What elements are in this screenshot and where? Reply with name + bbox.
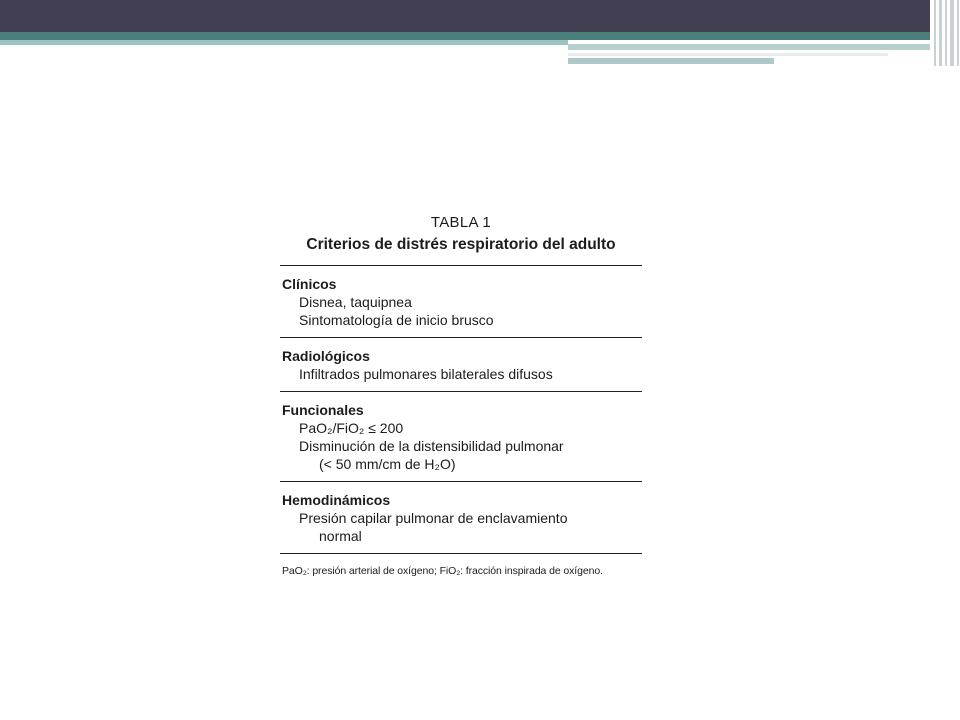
accent-stripe [0,32,930,40]
table-footnote: PaO₂: presión arterial de oxígeno; FiO₂: fracción inspirada de oxígeno. [282,565,603,577]
accent-line-right-short [568,58,774,64]
section-hemodinamicos [280,482,642,553]
accent-stripe-light [0,40,568,45]
criterion-item: Disminución de la distensibilidad pulmonar [299,438,564,454]
table-label: TABLA 1 [430,214,492,231]
criterion-item: Infiltrados pulmonares bilaterales difusos [299,366,553,382]
corner-decoration [930,0,960,66]
criterion-item: PaO₂/FiO₂ ≤ 200 [299,420,404,436]
section-radiologicos [280,338,642,391]
table-title: Criterios de distrés respiratorio del adulto [306,236,616,253]
section-heading: Clínicos [282,276,337,292]
criterion-item: Presión capilar pulmonar de enclavamiento [299,510,568,526]
accent-line-right [568,44,930,50]
criteria-table [280,213,642,578]
table-rule [280,553,642,554]
criterion-item: Disnea, taquipnea [299,294,412,310]
section-heading: Radiológicos [282,348,370,364]
criterion-item: (< 50 mm/cm de H₂O) [319,456,456,472]
section-heading: Hemodinámicos [282,492,391,508]
header-bar [0,0,930,32]
accent-line-right-thin [568,53,888,56]
criterion-item: normal [319,528,362,544]
section-funcionales [280,392,642,481]
section-clinicos [280,266,642,337]
section-heading: Funcionales [282,402,364,418]
criterion-item: Sintomatología de inicio brusco [299,312,494,328]
